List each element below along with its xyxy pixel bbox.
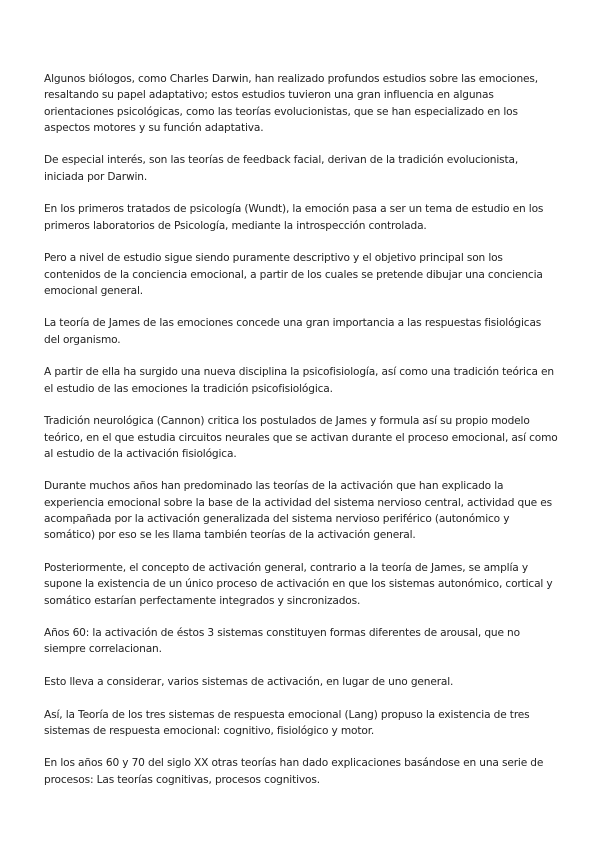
paragraph-sixties-arousal: Años 60: la activación de éstos 3 sistemas constituyen formas diferentes de arousal, que no siempre correlacionan.: [44, 627, 520, 656]
paragraph-james-theory: La teoría de James de las emociones concede una gran importancia a las respuestas fisiológicas del organismo.: [44, 317, 542, 346]
paragraph-darwin-studies: Algunos biólogos, como Charles Darwin, han realizado profundos estudios sobre las emociones, resaltando su papel adaptativo; estos estudios tuvieron una gran influencia en algunas orientaciones psicológicas, como las teorías evolucionistas, que se han especializado en los aspectos motores y su función adaptativa.: [44, 73, 538, 134]
paragraph-cognitive-theories: En los años 60 y 70 del siglo XX otras teorías han dado explicaciones basándose en una serie de procesos: Las teorías cognitivas, procesos cognitivos.: [44, 757, 544, 786]
paragraph-general-activation: Posteriormente, el concepto de activación general, contrario a la teoría de James, se amplía y supone la existencia de un único proceso de activación en que los sistemas autonómico, cortical y somático estarían perfectamente integrados y sincronizados.: [44, 561, 553, 607]
paragraph-wundt: En los primeros tratados de psicología (Wundt), la emoción pasa a ser un tema de estudio en los primeros laboratorios de Psicología, mediante la introspección controlada.: [44, 203, 544, 232]
paragraph-activation-theories: Durante muchos años han predominado las teorías de la activación que han explicado la experiencia emocional sobre la base de la actividad del sistema nervioso central, actividad que es acompañada por la activación generalizada del sistema nervioso periférico (autonómico y somático) por eso se les llama también teorías de la activación general.: [44, 480, 552, 542]
paragraph-several-systems: Esto lleva a considerar, varios sistemas de activación, en lugar de uno general.: [44, 675, 454, 688]
paragraph-cannon: Tradición neurológica (Cannon) critica los postulados de James y formula así su propio modelo teórico, en el que estudia circuitos neurales que se activan durante el proceso emocional, así como al estudio de la activación fisiológica.: [44, 415, 558, 460]
paragraph-descriptive-level: Pero a nivel de estudio sigue siendo puramente descriptivo y el objetivo principal son los contenidos de la conciencia emocional, a partir de los cuales se pretende dibujar una conciencia emocional general.: [44, 252, 543, 297]
paragraph-psychophysiology: A partir de ella ha surgido una nueva disciplina la psicofisiología, así como una tradición teórica en el estudio de las emociones la tradición psicofisiológica.: [44, 366, 554, 395]
paragraph-lang-three-systems: Así, la Teoría de los tres sistemas de respuesta emocional (Lang) propuso la existencia de tres sistemas de respuesta emocional: cognitivo, fisiológico y motor.: [44, 708, 530, 737]
paragraph-facial-feedback: De especial interés, son las teorías de feedback facial, derivan de la tradición evolucionista, iniciada por Darwin.: [44, 154, 519, 183]
